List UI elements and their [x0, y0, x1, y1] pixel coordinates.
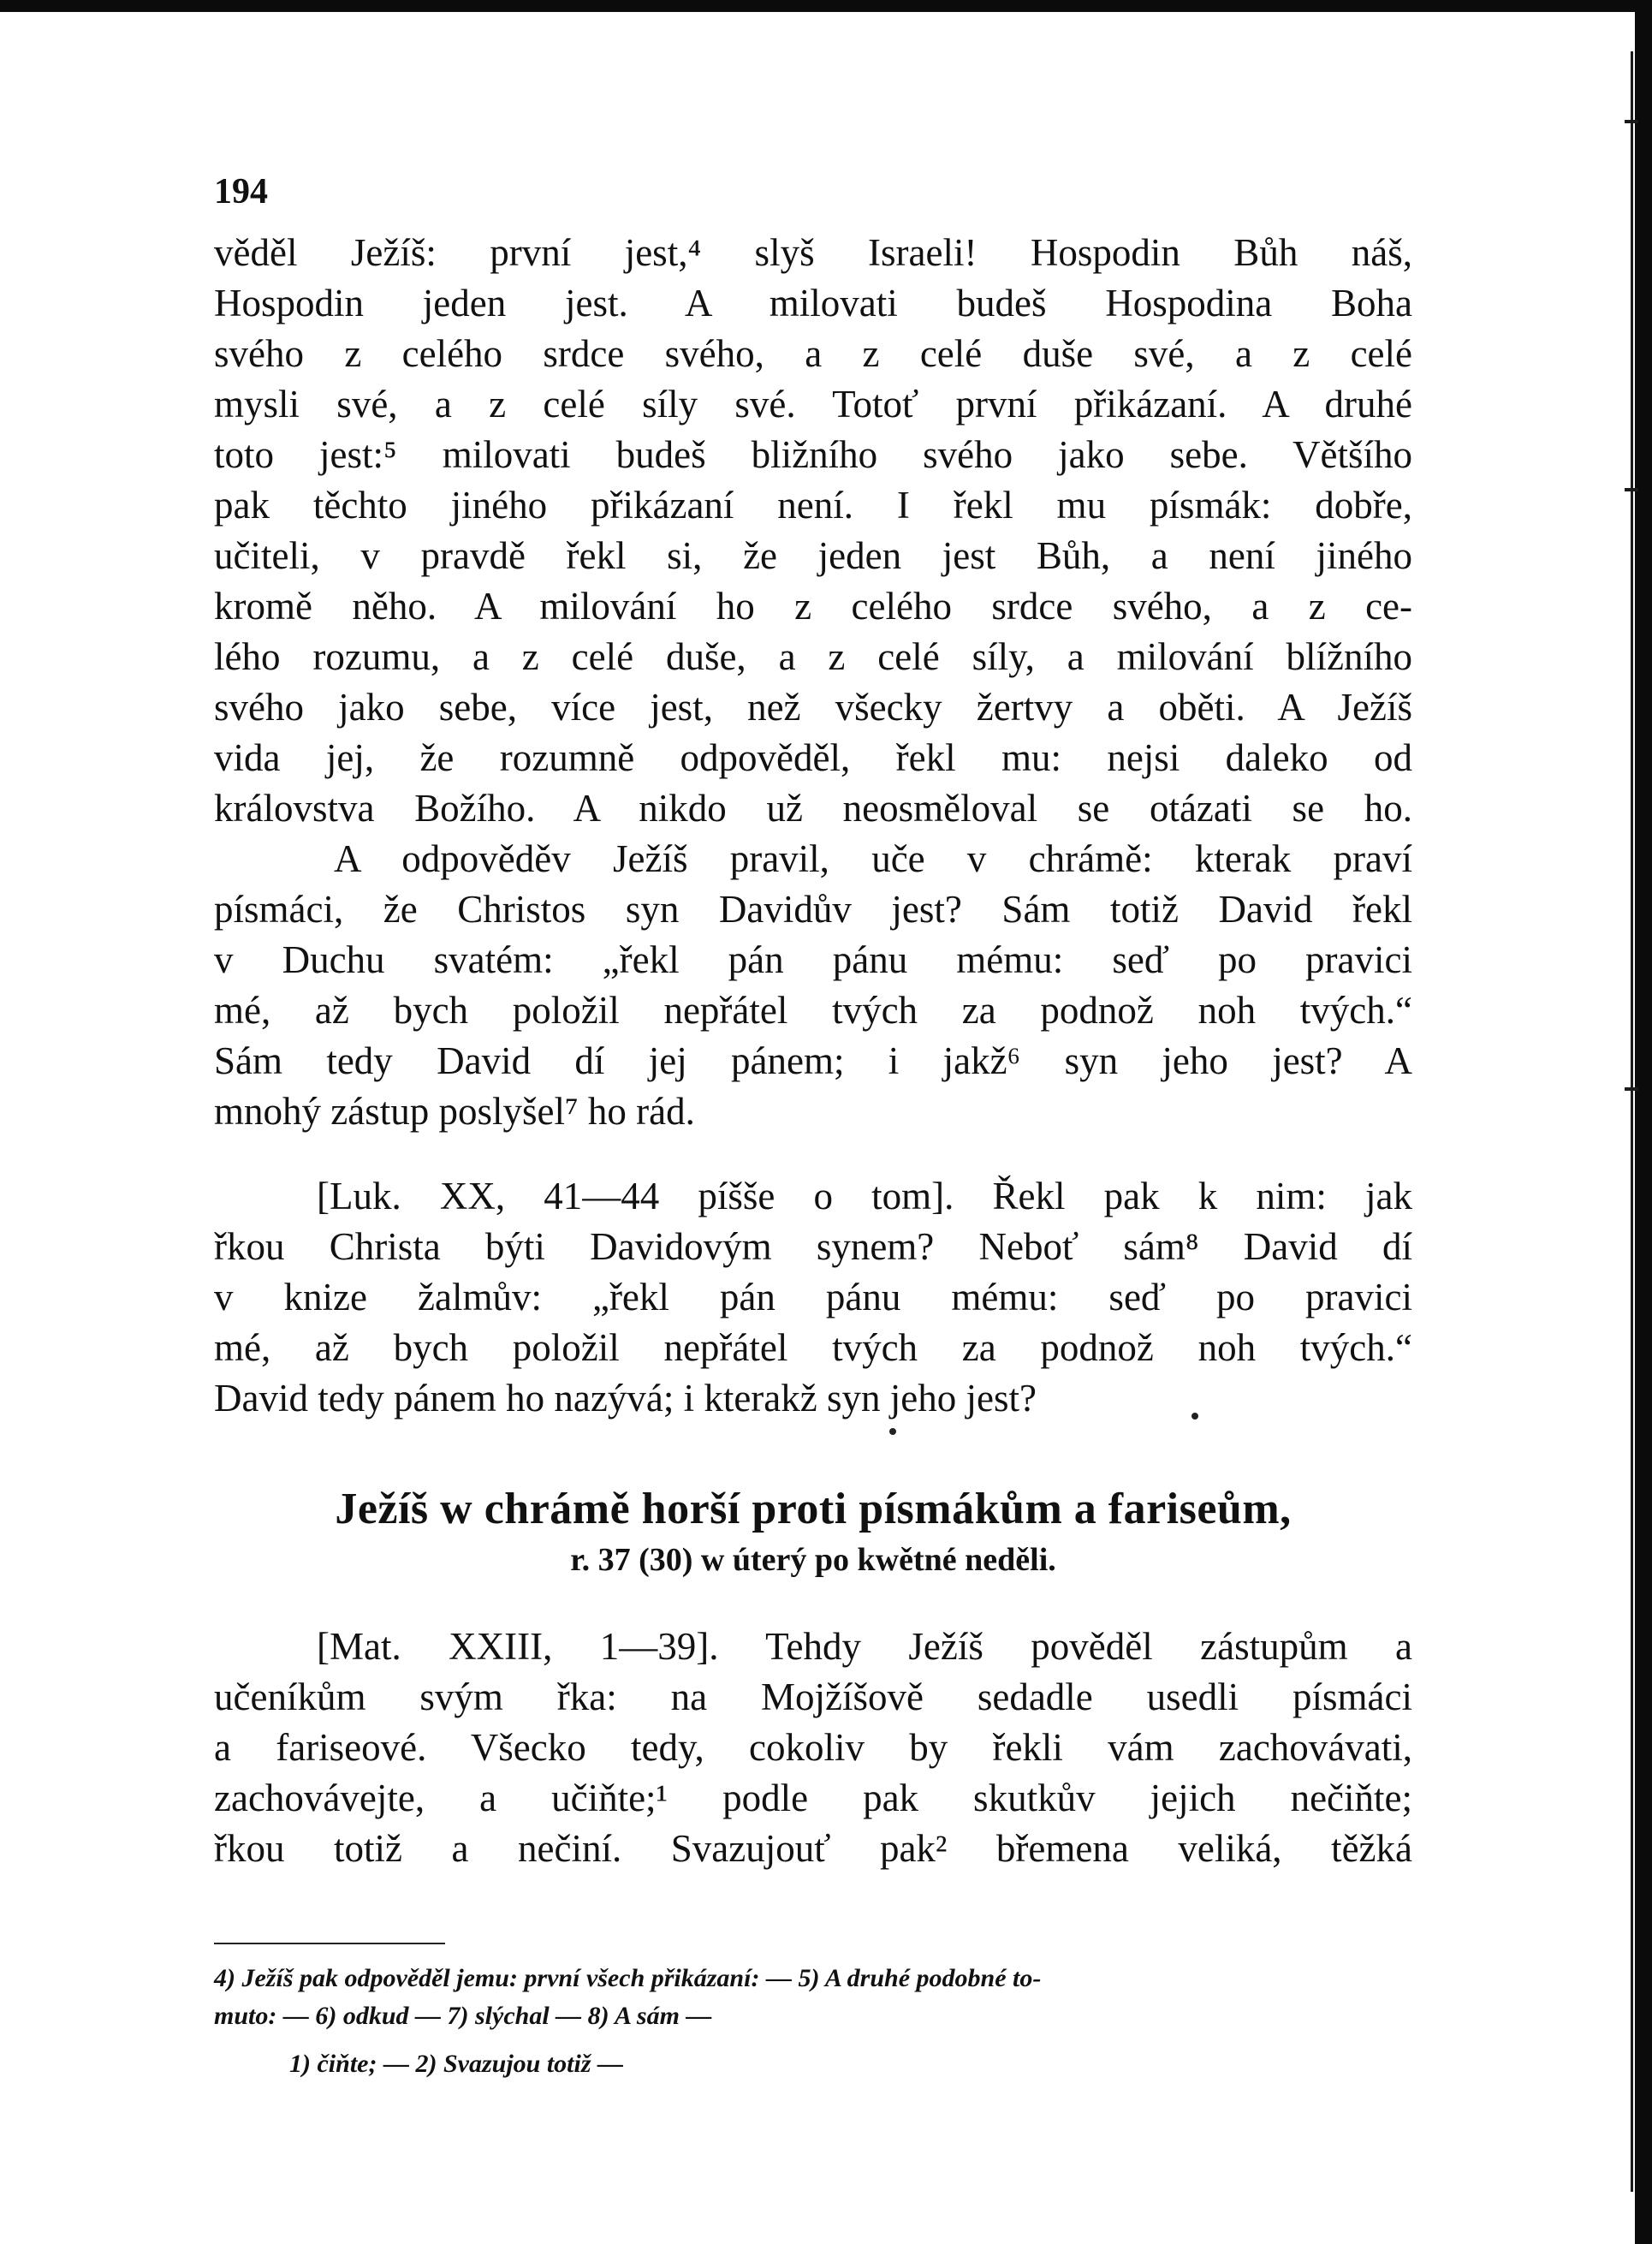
footnote-divider [214, 1943, 445, 1944]
text-line: v Duchu svatém: „řekl pán pánu mému: seď po pravici [214, 938, 1412, 981]
text-line: a fariseové. Všecko tedy, cokoliv by řekli vám zachovávati, [214, 1726, 1412, 1769]
text-line: kromě něho. A milování ho z celého srdce svého, a z ce- [214, 585, 1412, 628]
paragraph-1 [214, 228, 1412, 834]
binding-rule [1631, 51, 1633, 2192]
text-line: pak těchto jiného přikázaní není. I řekl mu písmák: dobře, [214, 484, 1412, 527]
text-line: mé, až bych položil nepřátel tvých za podnož noh tvých.“ [214, 989, 1412, 1032]
binding-tick [1625, 488, 1638, 491]
text-line: svého z celého srdce svého, a z celé duše své, a z celé [214, 332, 1412, 375]
text-line: David tedy pánem ho nazývá; i kterakž syn jeho jest? [214, 1377, 1037, 1420]
text-line: královstva Božího. A nikdo už neosměloval se otázati se ho. [214, 787, 1412, 830]
footnote-line: 1) čiňte; — 2) Svazujou totiž — [289, 2050, 624, 2078]
text-line: Sám tedy David dí jej pánem; i jakž⁶ syn jeho jest? A [214, 1039, 1412, 1082]
text-line: učiteli, v pravdě řekl si, že jeden jest Bůh, a není jiného [214, 534, 1412, 577]
text-line: řkou totiž a nečiní. Svazujouť pak² břemena veliká, těžká [214, 1827, 1412, 1870]
footnote-line: 4) Ježíš pak odpověděl jemu: první všech přikázaní: — 5) A druhé podobné to- [214, 1964, 1042, 1992]
text-line: [Luk. XX, 41—44 píšše o tom]. Řekl pak k nim: jak [317, 1175, 1412, 1217]
footnotes [214, 1960, 1412, 2083]
binding-tick [1625, 1087, 1638, 1091]
text-line: učeníkům svým řka: na Mojžíšově sedadle usedli písmáci [214, 1676, 1412, 1718]
footnote-line: muto: — 6) odkud — 7) slýchal — 8) A sám — [214, 2002, 712, 2030]
text-line: mé, až bych položil nepřátel tvých za podnož noh tvých.“ [214, 1326, 1412, 1369]
scan-right-border [1635, 0, 1652, 2244]
binding-tick [1625, 120, 1638, 123]
scan-top-border [0, 0, 1652, 12]
text-line: Hospodin jeden jest. A milovati budeš Hospodina Boha [214, 282, 1412, 324]
text-line: řkou Christa býti Davidovým synem? Neboť sám⁸ David dí [214, 1225, 1412, 1268]
section-subheading: r. 37 (30) w úterý po kwětné neděli. [570, 1542, 1056, 1578]
paragraph-4 [214, 1622, 1412, 1874]
text-line: [Mat. XXIII, 1—39]. Tehdy Ježíš pověděl zástupům a [317, 1625, 1412, 1668]
page-number: 194 [214, 172, 268, 211]
text-line: mysli své, a z celé síly své. Totoť první přikázaní. A druhé [214, 383, 1412, 426]
section-heading: Ježíš w chrámě horší proti písmákům a fariseům, [335, 1485, 1292, 1533]
paragraph-2 [214, 834, 1412, 1137]
text-line: lého rozumu, a z celé duše, a z celé síly, a milování blížního [214, 635, 1412, 678]
text-line: vida jej, že rozumně odpověděl, řekl mu: nejsi daleko od [214, 736, 1412, 779]
text-line: mnohý zástup poslyšel⁷ ho rád. [214, 1090, 695, 1133]
text-line: A odpověděv Ježíš pravil, uče v chrámě: kterak praví [334, 837, 1412, 880]
text-line: písmáci, že Christos syn Davidův jest? Sám totiž David řekl [214, 888, 1412, 931]
text-line: věděl Ježíš: první jest,⁴ slyš Israeli! Hospodin Bůh náš, [214, 231, 1412, 274]
page-content [214, 171, 1412, 2083]
text-line: toto jest:⁵ milovati budeš bližního svého jako sebe. Většího [214, 433, 1412, 476]
paragraph-3 [214, 1171, 1412, 1424]
text-line: svého jako sebe, více jest, než všecky žertvy a oběti. A Ježíš [214, 686, 1412, 729]
text-line: zachovávejte, a učiňte;¹ podle pak skutkův jejich nečiňte; [214, 1777, 1412, 1819]
text-line: v knize žalmův: „řekl pán pánu mému: seď po pravici [214, 1276, 1412, 1318]
